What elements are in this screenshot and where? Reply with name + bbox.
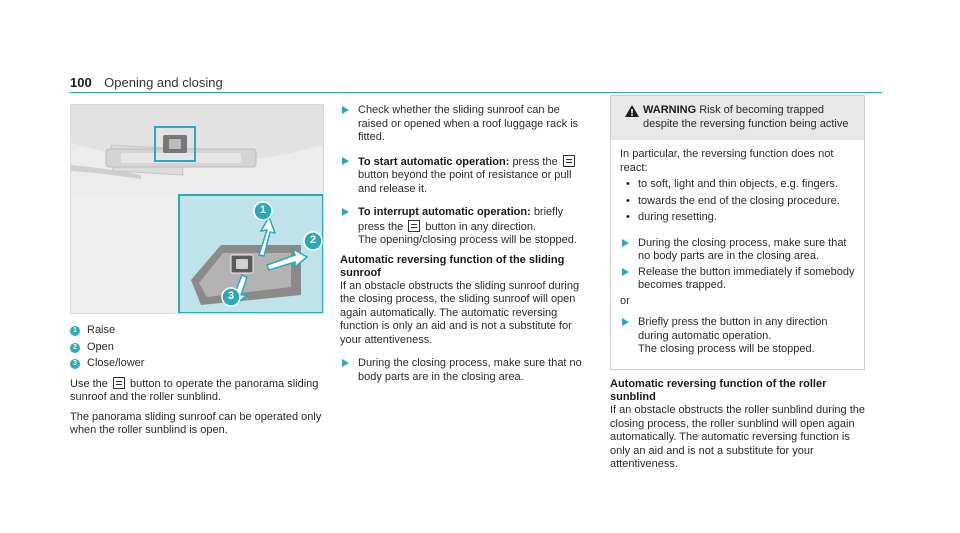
sunroof-control-illustration [70, 104, 324, 314]
section-paragraph: If an obstacle obstructs the roller sunblind during the closing process, the roller sunblind will open again automatically. The automatic reversing function is only an aid and is not a substitute for your attentiveness. [610, 404, 865, 470]
sunroof-button-icon [563, 155, 575, 167]
step-arrow-icon [342, 208, 349, 216]
column-left [70, 324, 322, 438]
legend-item: 2 Open [70, 341, 322, 355]
step-arrow-icon [622, 239, 629, 247]
warning-step: During the closing process, make sure that no body parts are in the closing area. [620, 237, 858, 264]
warning-triangle-icon [625, 105, 639, 117]
step-arrow-icon [342, 157, 349, 165]
step-arrow-icon [622, 268, 629, 276]
sunroof-button-icon [113, 377, 125, 389]
callout-1: 1 [253, 201, 273, 226]
warning-bullet: • during resetting. [620, 211, 858, 225]
callout-2: 2 [303, 231, 323, 256]
step-arrow-icon [622, 318, 629, 326]
step-closing-caution: During the closing process, make sure that no body parts are in the closing area. [340, 357, 592, 384]
warning-bullet: • towards the end of the closing procedure. [620, 195, 858, 209]
warning-or: or [620, 294, 630, 307]
callout-3: 3 [221, 287, 241, 312]
warning-body: In particular, the reversing function does not react: • to soft, light and thin objects, e.g. fingers. • towards the end of the closing procedure. • during resetting. During the closing process, make sure that no body parts are in the closing area. Release the button immediately if somebody becomes trapped. or Briefly press the button in any direction during automatic operation. The closing process will be stopped. [620, 148, 858, 357]
step-check-rack: Check whether the sliding sunroof can be raised or opened when a roof luggage rack is fitted. [340, 104, 592, 145]
step-interrupt-automatic: To interrupt automatic operation: briefly press the button in any direction. The opening/closing process will be stopped. [340, 206, 592, 248]
warning-step: Release the button immediately if somebody becomes trapped. [620, 266, 858, 293]
step-arrow-icon [342, 359, 349, 367]
legend-item: 1 Raise [70, 324, 322, 338]
warning-step: Briefly press the button in any direction during automatic operation. The closing process will be stopped. [620, 316, 858, 357]
info-paragraph: The panorama sliding sunroof can be operated only when the roller sunblind is open. [70, 410, 322, 436]
section-heading: Automatic reversing function of the roller sunblind [610, 378, 827, 403]
step-arrow-icon [342, 106, 349, 114]
column-middle [340, 104, 592, 384]
section-heading: Automatic reversing function of the sliding sunroof [340, 253, 565, 279]
section-paragraph: If an obstacle obstructs the sliding sunroof during the closing process, the sliding sunroof will open again automatically. The automatic reversing function is only an aid and is not a substitute for your attentiveness. [340, 279, 580, 346]
section-title: Opening and closing [104, 75, 223, 90]
page-header [70, 74, 882, 93]
warning-bullet: • to soft, light and thin objects, e.g. fingers. [620, 178, 858, 192]
step-start-automatic: To start automatic operation: press the button beyond the point of resistance or pull and release it. [340, 155, 592, 197]
sunroof-button-icon [408, 220, 420, 232]
warning-box [610, 95, 865, 370]
intro-paragraph: Use the button to operate the panorama sliding sunroof and the roller sunblind. [70, 377, 319, 403]
warning-title: WARNING Risk of becoming trapped despite the reversing function being active [643, 104, 849, 130]
column-right-lower [610, 378, 865, 472]
warning-header [611, 96, 864, 140]
page-number: 100 [70, 75, 92, 90]
legend-item: 3 Close/lower [70, 357, 322, 371]
illustration-graphic [71, 105, 323, 313]
